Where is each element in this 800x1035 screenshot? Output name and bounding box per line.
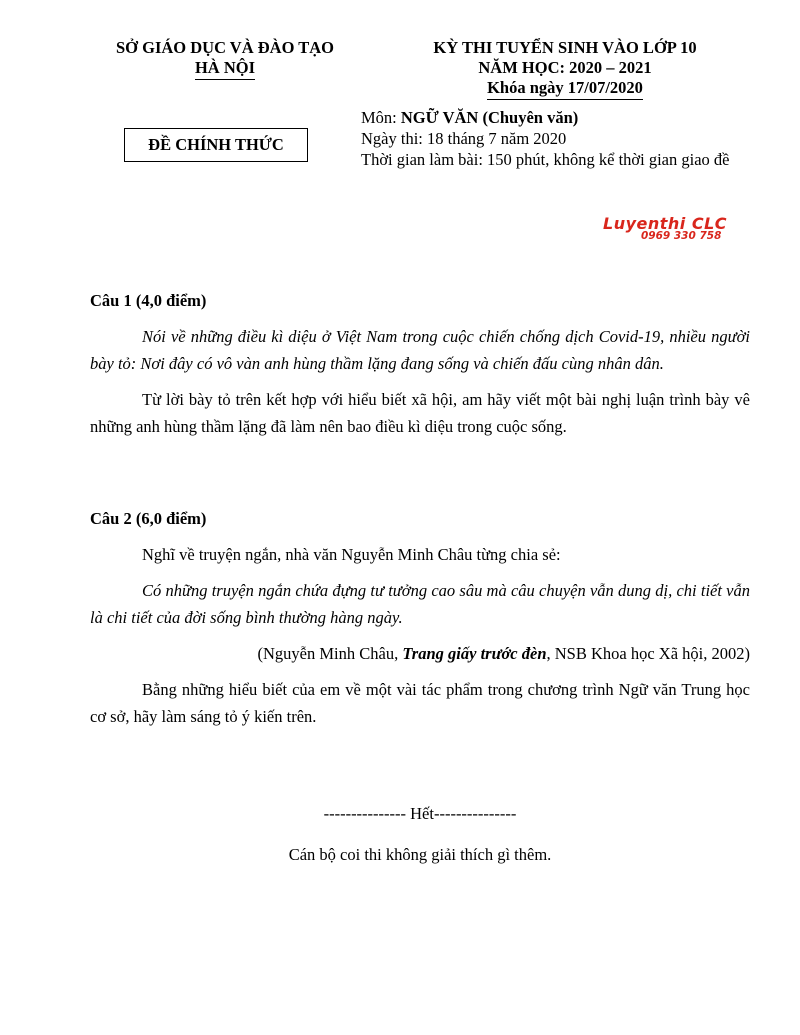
- question-2-title: Câu 2 (6,0 điểm): [90, 509, 207, 528]
- exam-info: [361, 107, 781, 170]
- question-2: [90, 505, 750, 730]
- exam-duration: Thời gian làm bài: 150 phút, không kể thời gian giao đề: [361, 150, 730, 169]
- citation-book-title: Trang giấy trước đèn: [402, 644, 547, 663]
- exam-session-date: Khóa ngày 17/07/2020: [487, 78, 643, 100]
- official-exam-label: ĐỀ CHÍNH THỨC: [124, 128, 308, 162]
- question-1-task: Từ lời bày tỏ trên kết hợp với hiểu biết xã hội, am hãy viết một bài nghị luận trình bày vê những anh hùng thầm lặng đã làm nên bao điều kì diệu trong cuộc sống.: [90, 390, 750, 436]
- city-name: HÀ NỘI: [195, 58, 255, 80]
- exam-header: [400, 38, 730, 100]
- subject-name: NGỮ VĂN (Chuyên văn): [400, 108, 579, 127]
- subject-prefix: Môn:: [361, 108, 401, 127]
- question-1-quote: Nói về những điều kì diệu ở Việt Nam trong cuộc chiến chống dịch Covid-19, nhiều người bày tỏ: Nơi đây có vô vàn anh hùng thầm lặng đang sống và chiến đấu cùng nhân dân.: [90, 327, 750, 373]
- question-1-title: Câu 1 (4,0 điểm): [90, 291, 207, 310]
- department-header: [90, 38, 360, 80]
- proctor-note: Cán bộ coi thi không giải thích gì thêm.: [288, 845, 552, 864]
- citation-author: (Nguyễn Minh Châu,: [257, 644, 403, 663]
- brand-logo: [603, 214, 753, 242]
- end-marker: --------------- Hết---------------: [323, 804, 517, 823]
- question-2-task: Bằng những hiểu biết của em về một vài tác phẩm trong chương trình Ngữ văn Trung học cơ sở, hãy làm sáng tỏ ý kiến trên.: [90, 680, 750, 726]
- brand-name: Luyenthi CLC: [603, 214, 728, 233]
- question-2-citation: [90, 640, 750, 667]
- subject-line: [361, 107, 781, 128]
- question-2-intro: Nghĩ về truyện ngắn, nhà văn Nguyễn Minh Châu từng chia sẻ:: [142, 545, 561, 564]
- question-1: [90, 287, 750, 440]
- school-year: NĂM HỌC: 2020 – 2021: [478, 58, 652, 77]
- citation-publisher: , NSB Khoa học Xã hội, 2002): [546, 644, 750, 663]
- exam-title: KỲ THI TUYỂN SINH VÀO LỚP 10: [433, 38, 697, 57]
- exam-date: Ngày thi: 18 tháng 7 năm 2020: [361, 129, 567, 148]
- question-2-quote: Có những truyện ngắn chứa đựng tư tưởng cao sâu mà câu chuyện vẫn dung dị, chi tiết vẫn là chi tiết của đời sống bình thường hàng ngày.: [90, 581, 750, 627]
- department-name: SỞ GIÁO DỤC VÀ ĐÀO TẠO: [115, 38, 335, 57]
- brand-phone: 0969 330 758: [641, 230, 722, 242]
